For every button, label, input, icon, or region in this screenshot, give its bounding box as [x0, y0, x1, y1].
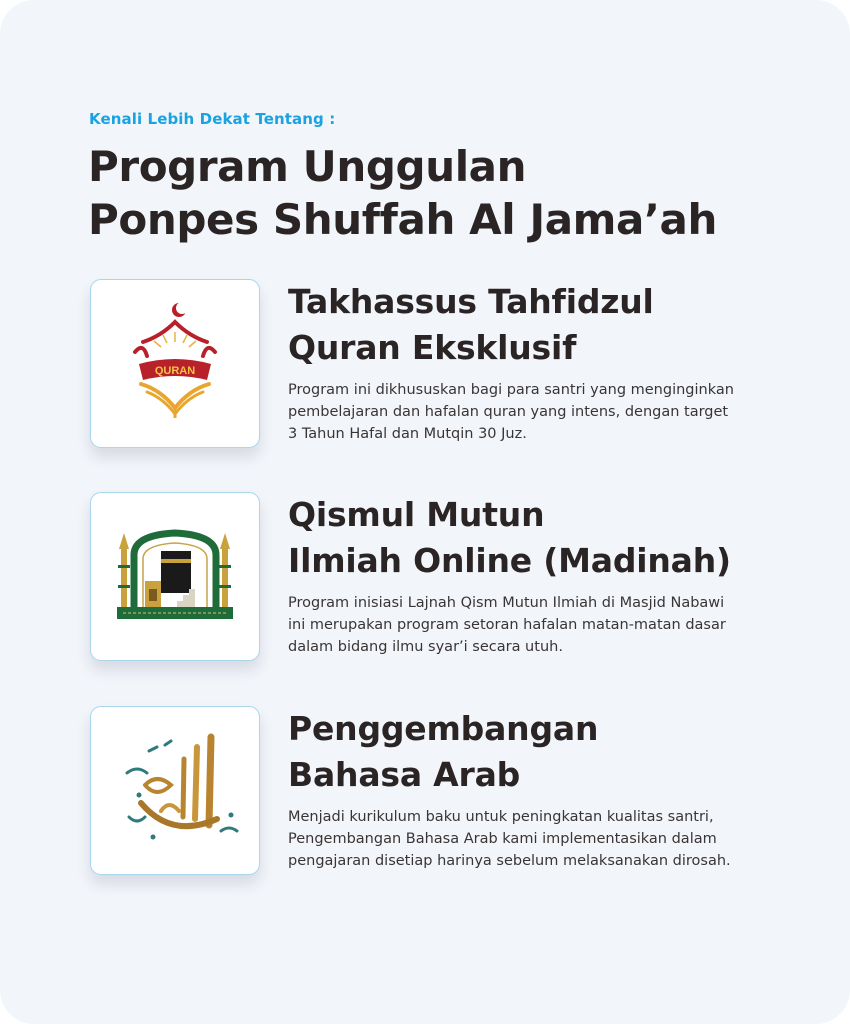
program-title-line-2: Quran Eksklusif [288, 328, 577, 367]
masjid-kaaba-logo-icon [90, 492, 260, 661]
description-line: pengajaran disetiap harinya sebelum melaksanakan dirosah. [288, 853, 731, 869]
description-line: ini merupakan program setoran hafalan matan-matan dasar [288, 617, 726, 633]
program-item-tahfidz [0, 279, 850, 454]
program-title [288, 492, 731, 584]
program-title [288, 706, 598, 798]
program-title-line-1: Penggembangan [288, 709, 599, 748]
program-title [288, 279, 654, 371]
program-description [288, 379, 788, 445]
arabic-calligraphy-icon [90, 706, 260, 875]
program-title-line-2: Bahasa Arab [288, 755, 521, 794]
eyebrow-label: Kenali Lebih Dekat Tentang : [89, 110, 336, 128]
program-description [288, 592, 788, 658]
quran-logo-text: QURAN [154, 365, 196, 377]
description-line: 3 Tahun Hafal dan Mutqin 30 Juz. [288, 426, 527, 442]
page-title [88, 140, 717, 246]
description-line: pembelajaran dan hafalan quran yang intens, dengan target [288, 404, 729, 420]
description-line: dalam bidang ilmu syar’i secara utuh. [288, 639, 563, 655]
program-item-qismul-mutun [0, 492, 850, 667]
program-title-line-1: Takhassus Tahfidzul [288, 282, 654, 321]
program-title-line-1: Qismul Mutun [288, 495, 545, 534]
page-title-line-1: Program Unggulan [88, 142, 527, 191]
description-line: Pengembangan Bahasa Arab kami implementasikan dalam [288, 831, 717, 847]
quran-logo-icon [90, 279, 260, 448]
page-title-line-2: Ponpes Shuffah Al Jama’ah [88, 195, 717, 244]
program-title-line-2: Ilmiah Online (Madinah) [288, 541, 731, 580]
description-line: Program inisiasi Lajnah Qism Mutun Ilmiah di Masjid Nabawi [288, 595, 725, 611]
description-line: Program ini dikhususkan bagi para santri yang menginginkan [288, 382, 734, 398]
program-item-bahasa-arab [0, 706, 850, 881]
description-line: Menjadi kurikulum baku untuk peningkatan kualitas santri, [288, 809, 714, 825]
program-description [288, 806, 788, 872]
